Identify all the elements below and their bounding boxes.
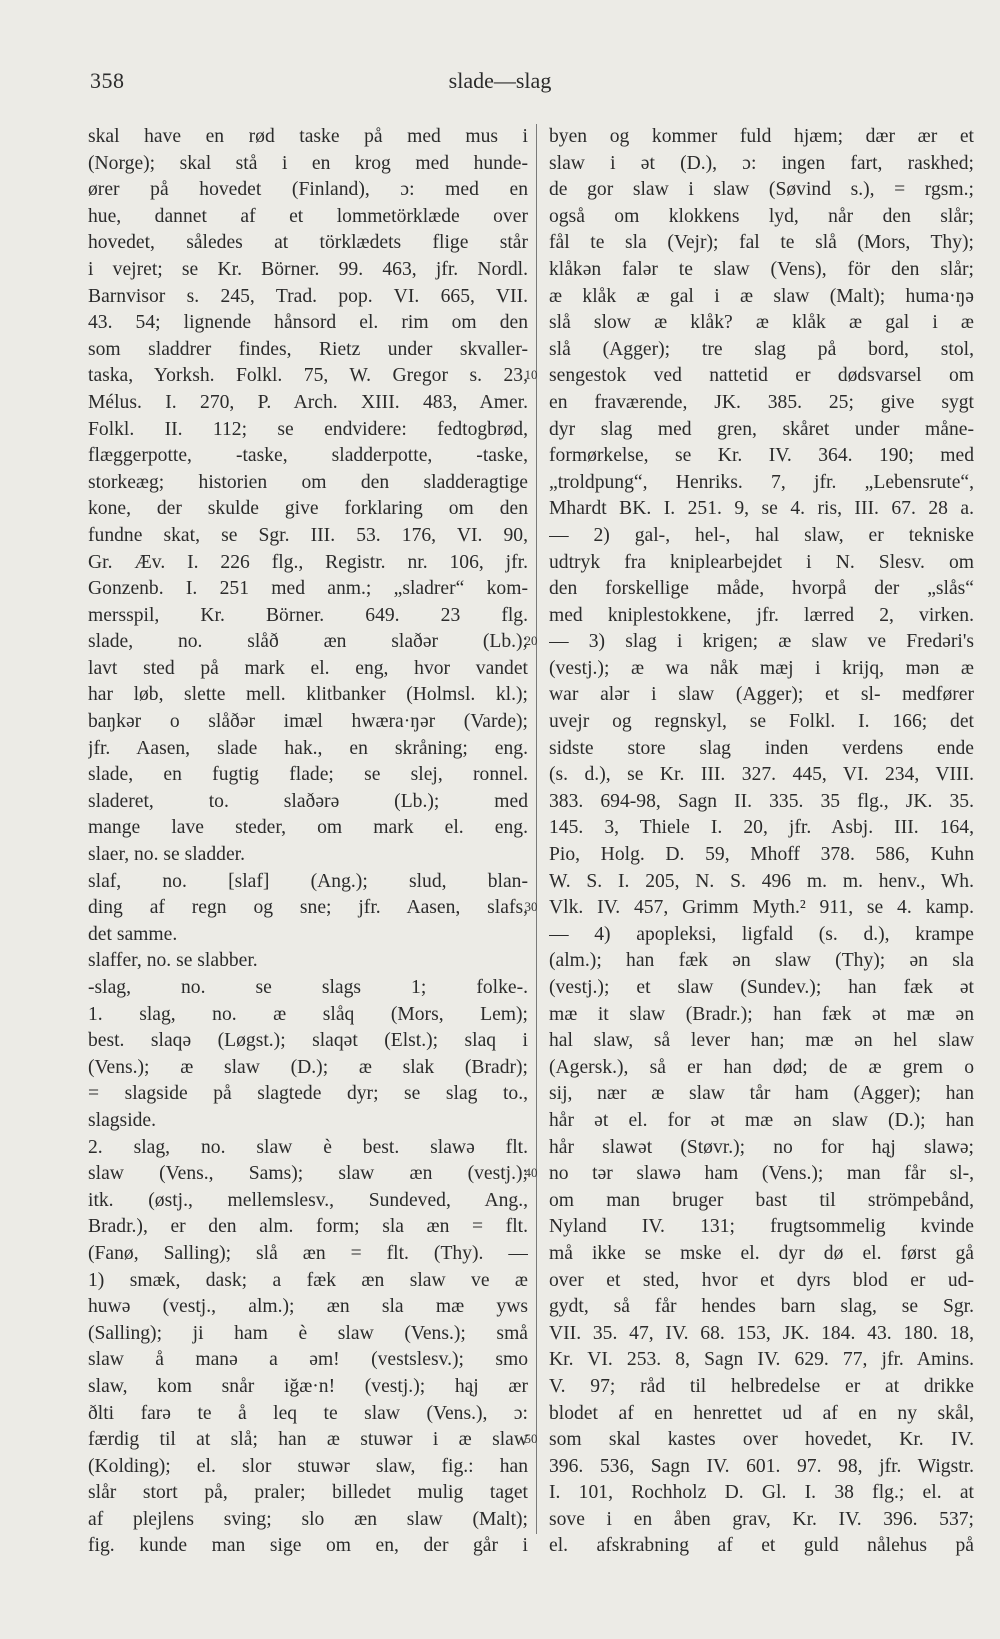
text-line: Folkl. II. 112; se endvidere: fedtogbrød, [88,418,528,440]
text-line: Gonzenb. I. 251 med anm.; „sladrer“ kom- [88,578,528,600]
text-line: sengestok ved nattetid er dødsvarsel om [549,365,974,387]
text-line: udtryk fra kniplearbejdet i N. Slesv. om [549,551,974,573]
text-line: sladeret, to. slaðərə (Lb.); med [88,790,528,812]
text-line: Mélus. I. 270, P. Arch. XIII. 483, Amer. [88,391,528,413]
text-line: V. 97; råd til helbredelse er at drikke [549,1375,974,1397]
text-line: mersspil, Kr. Börner. 649. 23 flg. [88,604,528,626]
right-column [549,124,974,1560]
text-line: — 2) gal-, hel-, hal slaw, er tekniske [549,524,974,546]
text-line: fundne skat, se Sgr. III. 53. 176, VI. 90, [88,524,528,546]
text-line: slaw, kom snår iğæ·n! (vestj.); hąj ær [88,1375,528,1397]
text-line: I. 101, Rochholz D. Gl. I. 38 flg.; el. at [549,1482,974,1504]
text-line: lavt sted på mark el. eng, hvor vandet [88,657,528,679]
text-line: dyr slag med gren, skåret under måne- [549,418,974,440]
text-line: Barnvisor s. 245, Trad. pop. VI. 665, VII. [88,285,528,307]
text-line: storkeæg; historien om den sladderagtige [88,471,528,493]
text-line: må ikke se mske el. dyr dø el. først gå [549,1242,974,1264]
text-line: ører på hovedet (Finland), ɔ: med en [88,179,528,201]
text-line: fig. kunde man sige om en, der går i [88,1535,528,1557]
text-line: om man bruger bast til strömpebånd, [549,1189,974,1211]
text-line: ding af regn og sne; jfr. Aasen, slafs, [88,897,528,919]
text-line: Vlk. IV. 457, Grimm Myth.² 911, se 4. kamp. [549,897,974,919]
text-line: baŋkər o slåðər imæl hwæra·ŋər (Varde); [88,711,528,733]
text-line: (Agersk.), så er han død; de æ grem o [549,1056,974,1078]
text-line: „troldpung“, Henriks. 7, jfr. „Lebensrute“, [549,471,974,493]
text-line: hue, dannet af et lommetörklæde over [88,205,528,227]
text-line: W. S. I. 205, N. S. 496 m. m. henv., Wh. [549,870,974,892]
text-line: æ klåk æ gal i æ slaw (Malt); huma·ŋə [549,285,974,307]
text-line: ðlti farə te å leq te slaw (Vens.), ɔ: [88,1402,528,1424]
text-line: slå slow æ klåk? æ klåk æ gal i æ [549,312,974,334]
text-line: best. slaqə (Løgst.); slaqət (Elst.); slaq i [88,1030,528,1052]
text-line: Mhardt BK. I. 251. 9, se 4. ris, III. 67. 28 a. [549,498,974,520]
text-line: war alər i slaw (Agger); et sl- medfører [549,684,974,706]
text-line: slaw å manə a əm! (vestslesv.); smo [88,1349,528,1371]
text-line: hal slaw, så lever han; mæ ən hel slaw [549,1030,974,1052]
text-line: 396. 536, Sagn IV. 601. 97. 98, jfr. Wigstr. [549,1455,974,1477]
text-line: som skal kastes over hovedet, Kr. IV. [549,1429,974,1451]
text-line: slår stort på, praler; billedet mulig taget [88,1482,528,1504]
text-line: 145. 3, Thiele I. 20, jfr. Asbj. III. 164, [549,817,974,839]
text-line: færdig til at slå; han æ stuwər i æ slaw [88,1429,528,1451]
text-line: slagside. [88,1109,157,1131]
text-line: 1) smæk, dask; a fæk æn slaw ve æ [88,1269,528,1291]
text-line: også om klokkens lyd, når den slår; [549,205,974,227]
text-line: byen og kommer fuld hjæm; dær ær et [549,126,974,147]
running-head: slade—slag [448,68,552,93]
text-line: jfr. Aasen, slade hak., en skråning; eng. [88,737,528,759]
text-line: blodet af en henrettet ud af en ny skål, [549,1402,974,1424]
text-line: hår ət el. for ət mæ ən slaw (D.); han [549,1109,974,1131]
text-line: (Fanø, Salling); slå æn = flt. (Thy). — [88,1242,528,1264]
text-line: Gr. Æv. I. 226 flg., Registr. nr. 106, jfr. [88,551,528,573]
text-line: (s. d.), se Kr. III. 327. 445, VI. 234, VIII. [549,764,974,786]
text-line: Bradr.), er den alm. form; sla æn = flt. [88,1216,528,1238]
text-line: slaffer, no. se slabber. [88,950,258,972]
text-line: sidste store slag inden verdens ende [549,737,974,759]
text-line: formørkelse, se Kr. IV. 364. 190; med [549,445,974,467]
text-line: kone, der skulde give forklaring om den [88,498,528,520]
text-line: -slag, no. se slags 1; folke-. [88,977,528,998]
line-number-marker: 30 [524,899,538,915]
line-number-marker: 50 [524,1431,538,1447]
text-line: Pio, Holg. D. 59, Mhoff 378. 586, Kuhn [549,844,974,866]
text-line: taska, Yorksh. Folkl. 75, W. Gregor s. 23, [88,365,528,387]
text-line: — 4) apopleksi, ligfald (s. d.), krampe [549,923,974,945]
text-line: det samme. [88,923,178,945]
line-number-marker: 10 [524,367,538,383]
text-line: 383. 694-98, Sagn II. 335. 35 flg., JK. 35. [549,790,974,812]
text-line: mæ it slaw (Bradr.); han fæk ət mæ ən [549,1003,974,1025]
text-line: skal have en rød taske på med mus i [88,126,528,147]
text-line: (Norge); skal stå i en krog med hunde- [88,152,528,174]
text-line: slaer, no. se sladder. [88,844,246,866]
text-line: af plejlens sving; slo æn slaw (Malt); [88,1508,528,1530]
text-line: gydt, så får hendes barn slag, se Sgr. [549,1296,974,1318]
text-line: sij, nær æ slaw tår ham (Agger); han [549,1083,974,1105]
text-line: med kniplestokkene, jfr. lærred 2, virken. [549,604,974,626]
text-line: 2. slag, no. slaw è best. slawə flt. [88,1136,528,1158]
text-line: hovedet, således at törklædets flige står [88,232,528,254]
text-line: (Kolding); el. slor stuwər slaw, fig.: han [88,1455,528,1477]
text-line: (Vens.); æ slaw (D.); æ slak (Bradr); [88,1056,528,1078]
text-line: (Salling); ji ham è slaw (Vens.); små [88,1322,528,1344]
text-line: flæggerpotte, -taske, sladderpotte, -taske, [88,445,528,467]
text-line: som sladdrer findes, Rietz under skvaller- [88,338,528,360]
text-line: de gor slaw i slaw (Søvind s.), = rgsm.; [549,179,974,201]
line-number-marker: 20 [524,633,538,649]
text-line: slade, en fugtig flade; se slej, ronnel. [88,764,528,786]
text-line: (alm.); han fæk ən slaw (Thy); ən sla [549,950,974,972]
text-line: (vestj.); æ wa nåk mæj i krijq, mən æ [549,657,974,679]
text-line: el. afskrabning af et guld nålehus på [549,1535,974,1557]
text-line: i vejret; se Kr. Börner. 99. 463, jfr. Nordl. [88,258,528,280]
text-line: den forskellige måde, hvorpå der „slås“ [549,578,974,600]
text-line: slå (Agger); tre slag på bord, stol, [549,338,974,360]
text-line: over et sted, hvor et dyrs blod er ud- [549,1269,974,1291]
text-line: 43. 54; lignende hånsord el. rim om den [88,312,528,334]
text-line: (vestj.); et slaw (Sundev.); han fæk ət [549,977,974,998]
left-column [88,124,528,1560]
text-line: Nyland IV. 131; frugtsommelig kvinde [549,1216,974,1238]
text-line: slaw (Vens., Sams); slaw æn (vestj.); [88,1163,528,1185]
text-line: = slagside på slagtede dyr; se slag to., [88,1083,528,1105]
text-line: klåkən falər te slaw (Vens), för den slår; [549,258,974,280]
column-divider [536,124,537,1534]
page-number: 358 [90,68,125,93]
text-line: slade, no. slåð æn slaðər (Lb.); [88,631,528,653]
text-line: slaw i ət (D.), ɔ: ingen fart, raskhed; [549,152,974,174]
text-line: fål te sla (Vejr); fal te slå (Mors, Thy); [549,232,974,254]
text-line: huwə (vestj., alm.); æn sla mæ yws [88,1296,528,1318]
text-line: Kr. VI. 253. 8, Sagn IV. 629. 77, jfr. Amins. [549,1349,974,1371]
text-line: no tər slawə ham (Vens.); man får sl-, [549,1163,974,1185]
text-line: slaf, no. [slaf] (Ang.); slud, blan- [88,870,528,892]
text-line: mange lave steder, om mark el. eng. [88,817,528,839]
text-line: sove i en åben grav, Kr. IV. 396. 537; [549,1508,974,1530]
text-line: hår slawət (Støvr.); no for hąj slawə; [549,1136,974,1158]
line-number-marker: 40 [524,1165,538,1181]
text-line: 1. slag, no. æ slåq (Mors, Lem); [88,1003,528,1025]
text-line: en fraværende, JK. 385. 25; give sygt [549,391,974,413]
text-line: har løb, slette mell. klitbanker (Holmsl. kl.); [88,684,528,706]
text-line: — 3) slag i krigen; æ slaw ve Fredəri's [549,631,974,653]
text-line: VII. 35. 47, IV. 68. 153, JK. 184. 43. 180. 18, [549,1322,974,1344]
text-line: uvejr og regnskyl, se Folkl. I. 166; det [549,711,974,733]
text-line: itk. (østj., mellemslesv., Sundeved, Ang., [88,1189,528,1211]
